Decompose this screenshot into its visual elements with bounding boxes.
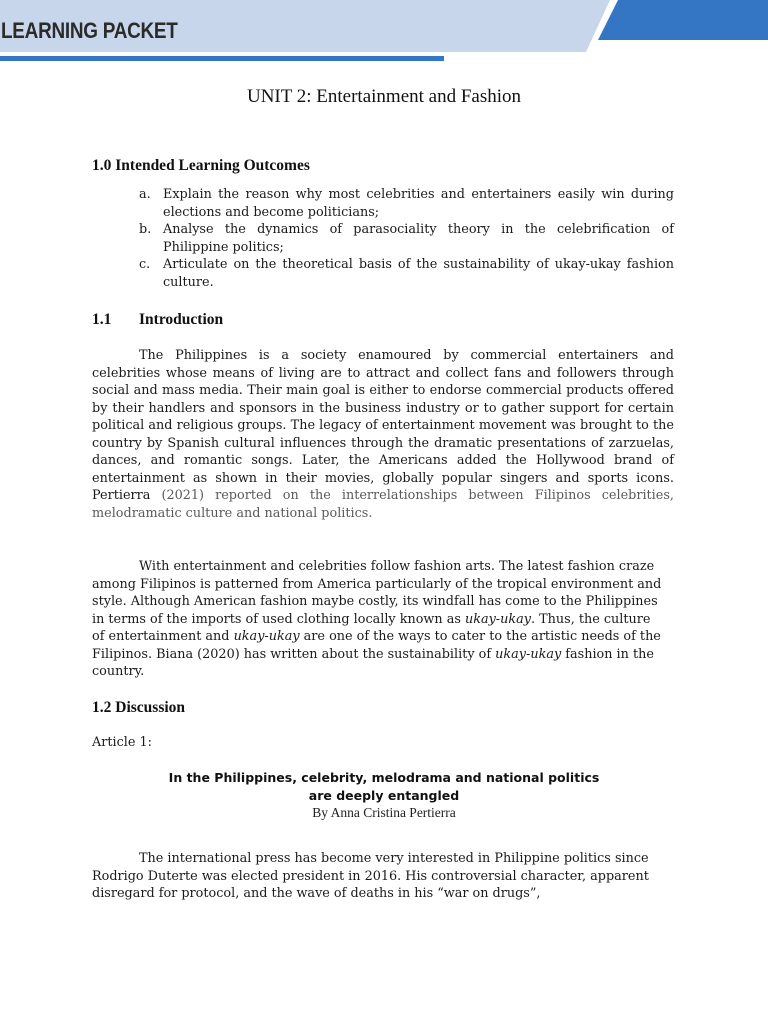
intro-paragraph-1 <box>92 347 674 522</box>
header-banner <box>0 0 768 62</box>
section-number: 1.1 <box>92 311 112 328</box>
article-author: By Anna Cristina Pertierra <box>312 805 456 820</box>
outcome-marker: a. <box>139 187 151 202</box>
ukay-ukay-term: ukay-ukay <box>464 611 531 627</box>
ukay-ukay-term: ukay-ukay <box>495 646 562 662</box>
banner-title: LEARNING PACKET <box>1 18 178 43</box>
ukay-ukay-term: ukay-ukay <box>233 629 300 644</box>
article-body: The international press has become very interested in Philippine politics since Rodrigo Duterte was elected president in 2016. His controversial character, apparent disregard for protocol, and the wave of deaths in his “war on drugs”, <box>92 851 649 901</box>
intro-paragraph-2-text: fashion in the country. <box>92 646 654 679</box>
banner-rule <box>0 56 444 61</box>
article-title <box>0 769 768 805</box>
section-title: Introduction <box>139 311 224 328</box>
outcomes-heading: 1.0 Intended Learning Outcomes <box>92 157 310 174</box>
intro-paragraph-2-text: . Thus, the culture of entertainment and <box>92 611 651 644</box>
banner-dark-band <box>598 0 768 40</box>
outcome-marker: b. <box>139 222 152 237</box>
outcome-item <box>139 186 674 221</box>
outcome-item <box>139 221 674 256</box>
article-title-line: are deeply entangled <box>308 788 460 803</box>
discussion-heading: 1.2 Discussion <box>92 699 186 716</box>
article-label: Article 1: <box>92 735 152 750</box>
intro-paragraph-2 <box>92 558 664 681</box>
intro-paragraph-2-text: are one of the ways to cater to the artistic needs of the Filipinos. Biana (2020) has written about the sustainability of <box>92 629 661 662</box>
intro-paragraph-2-text: With entertainment and celebrities follow fashion arts. The latest fashion craze among Filipinos is patterned from America particularly of the tropical environment and style. Although American fashion maybe costly, its windfall has come to the Philippines in terms of the imports of used clothing locally known as <box>92 559 662 627</box>
article-title-line: In the Philippines, celebrity, melodrama and national politics <box>168 770 600 785</box>
intro-paragraph-1-text: The Philippines is a society enamoured by commercial entertainers and celebrities whose means of living are to attract and collect fans and followers through social and mass media. Their main goal is either to endorse commercial products offered by their handlers and sponsors in the business industry or to gather support for certain political and religious groups. The legacy of entertainment movement was brought to the country by Spanish cultural influences through the dramatic presentations of zarzuelas, dances, and romantic songs. Later, the Americans added the Hollywood brand of entertainment as shown in their movies, globally popular singers and sports icons. Pertierra <box>92 348 674 503</box>
unit-title: UNIT 2: Entertainment and Fashion <box>246 86 522 107</box>
outcome-item <box>139 256 674 291</box>
outcome-text: Articulate on the theoretical basis of the sustainability of ukay-ukay fashion culture. <box>163 257 674 290</box>
outcome-text: Analyse the dynamics of parasociality theory in the celebrification of Philippine politics; <box>163 222 674 255</box>
intro-paragraph-1-citation: (2021) reported on the interrelationships between Filipinos celebrities, melodramatic culture and national politics. <box>92 488 674 521</box>
outcome-text: Explain the reason why most celebrities and entertainers easily win during elections and become politicians; <box>163 187 674 220</box>
outcome-marker: c. <box>139 257 151 272</box>
outcomes-list <box>139 186 674 291</box>
introduction-heading <box>92 311 223 329</box>
